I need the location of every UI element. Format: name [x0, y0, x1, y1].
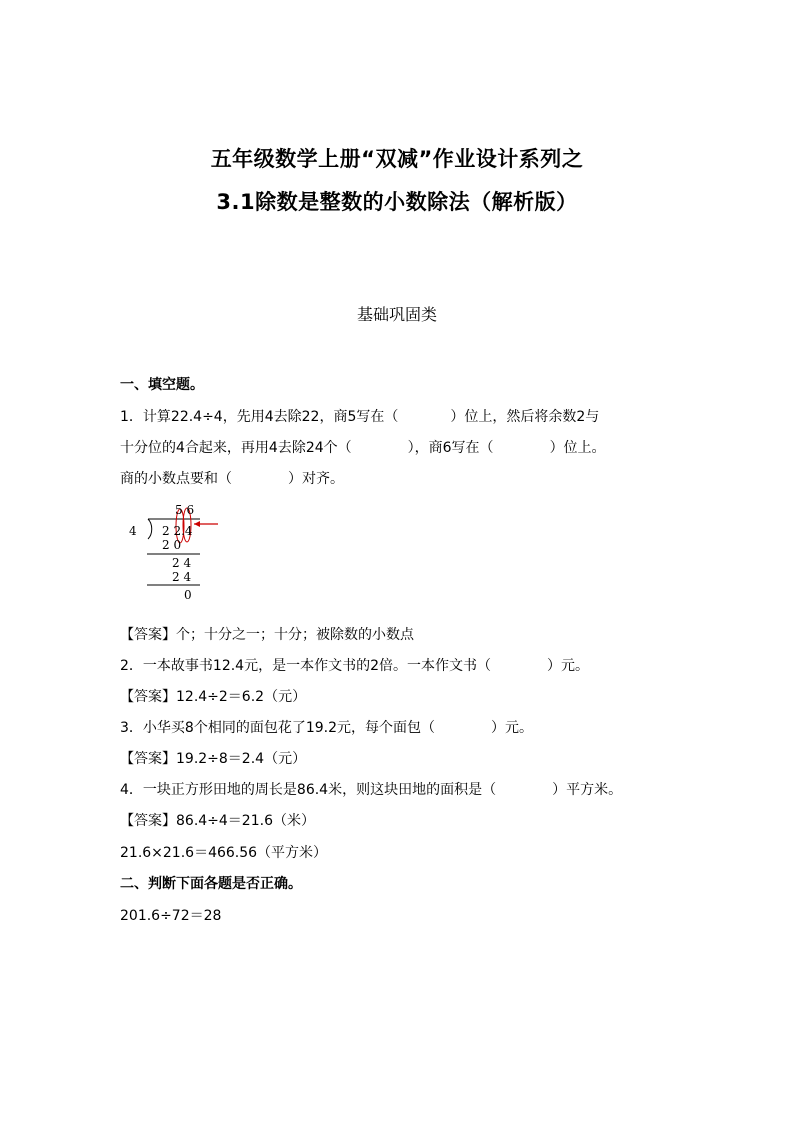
q3-text-b: ）元。	[491, 720, 533, 736]
q1-text-e: ）位上。	[549, 440, 606, 456]
question-2	[120, 655, 589, 675]
long-division-figure	[120, 498, 230, 608]
q1-text-a: 1．计算22.4÷4，先用4去除22，商5写在（	[120, 409, 399, 425]
question-1-line1	[120, 406, 599, 426]
q1-text-f: 商的小数点要和（	[120, 471, 232, 487]
answer-4-line1: 【答案】86.4÷4＝21.6（米）	[120, 813, 315, 829]
divisor: 4	[129, 524, 137, 538]
division-step-2b: 2 4	[172, 570, 192, 584]
document-title-line1: 五年级数学上册“双减”作业设计系列之	[210, 147, 584, 171]
division-step-2a: 2 4	[172, 556, 192, 570]
q3-text-a: 3．小华买8个相同的面包花了19.2元，每个面包（	[120, 720, 435, 736]
question-1-line2	[120, 437, 606, 457]
q4-text-b: ）平方米。	[552, 782, 623, 798]
section-title: 基础巩固类	[356, 305, 437, 324]
division-remainder: 0	[184, 588, 192, 602]
q1-text-g: ）对齐。	[288, 471, 344, 487]
answer-4-line2: 21.6×21.6＝466.56（平方米）	[120, 845, 328, 861]
part1-heading: 一、填空题。	[120, 377, 204, 393]
answer-2: 【答案】12.4÷2＝6.2（元）	[120, 689, 307, 705]
question-4	[120, 779, 622, 799]
q1-text-c: 十分位的4合起来，再用4去除24个（	[120, 440, 352, 456]
question-1-line3	[120, 468, 344, 488]
q1-text-b: ）位上，然后将余数2与	[450, 409, 600, 425]
division-step-1: 2 0	[162, 538, 182, 552]
q4-text-a: 4．一块正方形田地的周长是86.4米，则这块田地的面积是（	[120, 782, 497, 798]
dividend: 2 2.4	[162, 524, 193, 538]
q2-text-b: ）元。	[547, 658, 589, 674]
part2-heading: 二、判断下面各题是否正确。	[120, 876, 302, 892]
division-bracket	[148, 519, 152, 539]
document-title-line2: 3.1除数是整数的小数除法（解析版）	[216, 190, 578, 214]
question-3	[120, 717, 533, 737]
answer-1: 【答案】个；十分之一；十分；被除数的小数点	[120, 627, 414, 643]
annotation-arrow-head	[194, 521, 200, 527]
q1-text-d: ），商6写在（	[407, 440, 494, 456]
q2-text-a: 2．一本故事书12.4元，是一本作文书的2倍。一本作文书（	[120, 658, 491, 674]
part2-question-1: 201.6÷72＝28	[120, 908, 222, 924]
answer-3: 【答案】19.2÷8＝2.4（元）	[120, 751, 307, 767]
quotient: 5 6	[175, 503, 195, 517]
